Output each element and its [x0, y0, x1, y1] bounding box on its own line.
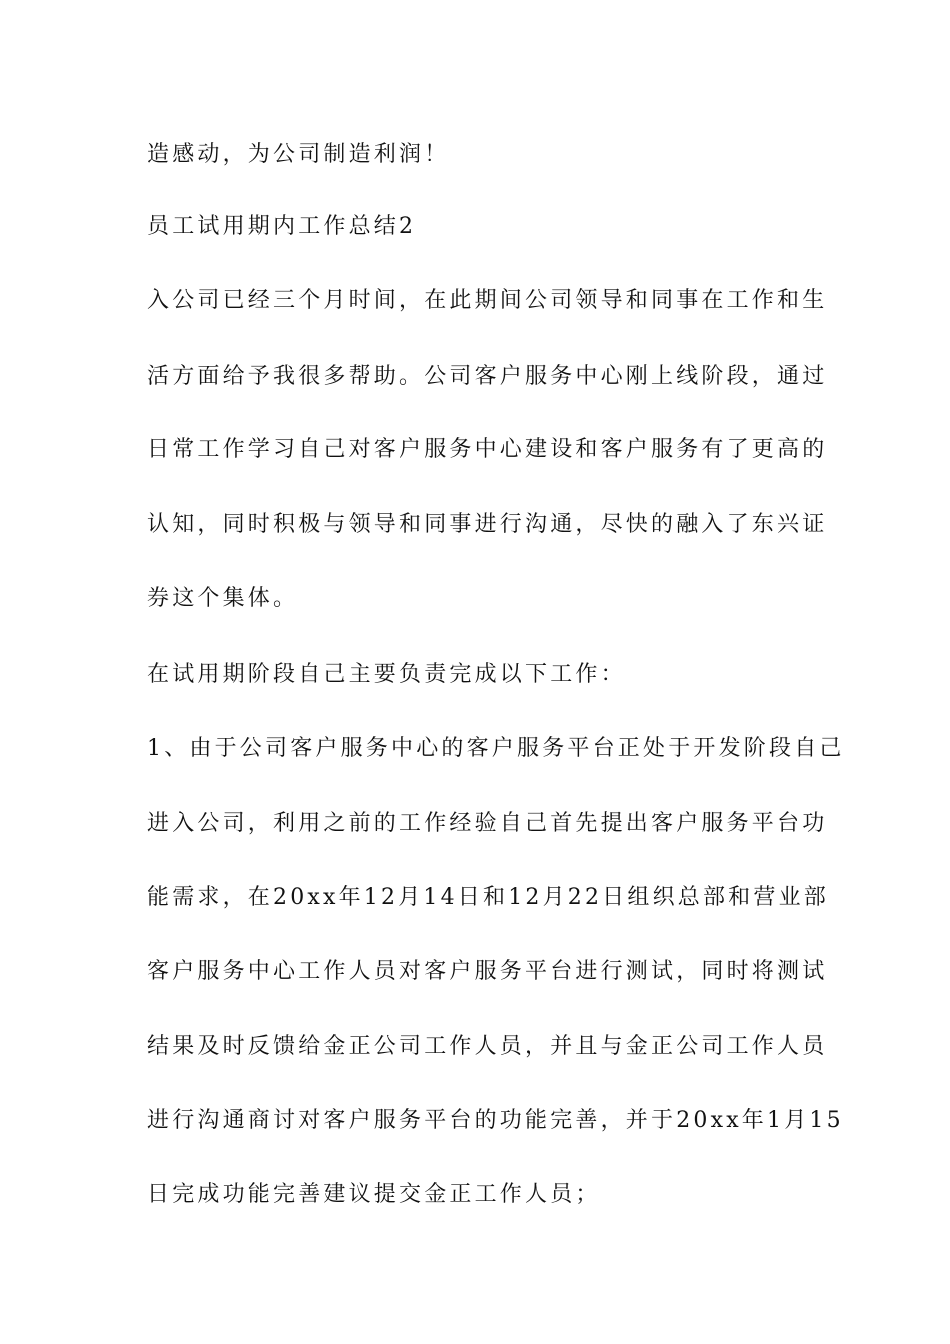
text-line: 认知，同时积极与领导和同事进行沟通，尽快的融入了东兴证 — [147, 512, 828, 537]
text-line: 造感动，为公司制造利润！ — [147, 142, 450, 167]
text-line: 日常工作学习自己对客户服务中心建设和客户服务有了更高的 — [147, 437, 828, 462]
text-line: 日完成功能完善建议提交金正工作人员； — [147, 1182, 601, 1207]
text-line: 能需求，在20xx年12月14日和12月22日组织总部和营业部 — [147, 885, 829, 910]
text-line: 在试用期阶段自己主要负责完成以下工作： — [147, 662, 626, 687]
text-line: 结果及时反馈给金正公司工作人员，并且与金正公司工作人员 — [147, 1034, 828, 1059]
text-line: 活方面给予我很多帮助。公司客户服务中心刚上线阶段，通过 — [147, 364, 828, 389]
text-line: 1、由于公司客户服务中心的客户服务平台正处于开发阶段自己 — [147, 736, 845, 761]
text-line: 券这个集体。 — [147, 586, 299, 611]
text-line: 进行沟通商讨对客户服务平台的功能完善，并于20xx年1月15 — [147, 1108, 844, 1133]
section-heading: 员工试用期内工作总结2 — [147, 214, 417, 239]
text-line: 客户服务中心工作人员对客户服务平台进行测试，同时将测试 — [147, 959, 828, 984]
text-line: 进入公司，利用之前的工作经验自己首先提出客户服务平台功 — [147, 811, 828, 836]
text-line: 入公司已经三个月时间，在此期间公司领导和同事在工作和生 — [147, 288, 828, 313]
